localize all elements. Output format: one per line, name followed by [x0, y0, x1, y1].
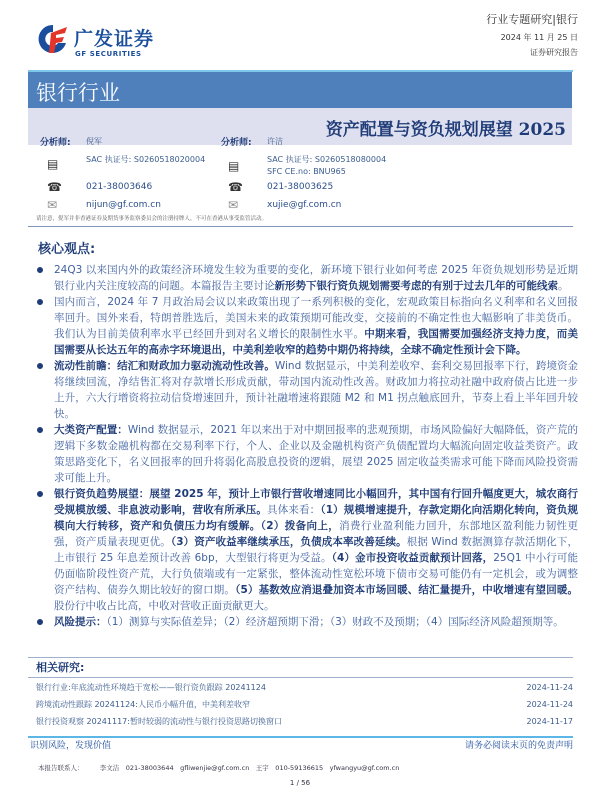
title-banner — [28, 108, 572, 145]
bullet-text: 国内而言，2024 年 7 月政治局会议以来政策出现了一系列积极的变化，宏观政策目标指向名义利率和名义回报率回升。国外来看，特朗普胜选后，美国未来的政策预期可能改变，交接前的不确定性也大幅影响了非美货币。我们认为目前美债利率水平已经回升到对名义增长的限制性水平。 — [54, 296, 578, 340]
bullet-emphasis: 风险提示： — [54, 616, 107, 628]
analyst-sac: SAC 执证号: S0260518020004 — [86, 155, 206, 164]
bullet-item — [28, 262, 578, 294]
bullet-emphasis: （4）金市投资收益贡献预计回落， — [331, 552, 494, 564]
report-contacts: 本报告联系人： 李文洁 021-38003644 gfliwenjie@gf.com.cn 王宇 010-59136615 yfwangyu@gf.com.cn — [38, 764, 400, 772]
analyst-phone: 021-38003646 — [86, 182, 153, 192]
bullet-emphasis: （1）规模增速提升，存款定期化向活期化转向，资负规模向大行转移，资产和负债压力均有缓解。（2）拨备向上， — [54, 504, 579, 532]
related-research-heading: 相关研究: — [36, 661, 85, 674]
industry-banner — [28, 72, 572, 108]
related-item[interactable] — [36, 699, 573, 710]
related-title[interactable]: 银行行业:年底流动性环境趋于宽松——银行资负跟踪 20241124 — [36, 683, 266, 692]
email-icon: ✉ — [47, 198, 58, 212]
analyst-email[interactable]: nijun@gf.com.cn — [86, 200, 161, 210]
bullet-item — [28, 358, 578, 422]
bullet-text: Wind 数据显示，中美利差收窄、套利交易回报率下行，跨境资金将继续回流，净结售汇将对存款增长形成贡献，带动国内流动性改善。财政加力将拉动社融中政府债占比进一步上升，六大行增资将拉动信贷增速回升，预计社融增速将跟随 M2 和 M1 拐点触底回升，节奏上看上半年回升较快。 — [54, 360, 578, 420]
related-item[interactable] — [36, 716, 573, 727]
bullet-text: Wind 数据显示，2021 年以来出于对中期回报率的悲观预期，市场风险偏好大幅降低，资产荒的逻辑下多数金融机构都在交易利率下行，个人、企业以及金融机构资产负债配置均大幅流向固定收益类资产。政策思路变化下，名义回报率的回升将弱化高股息投资的逻辑，展望 2025 固定收益类需求可能下降而风险投资需求可能上升。 — [54, 424, 578, 484]
bullet-emphasis: 银行资负趋势展望：展望 2025 年，预计上市银行营收增速同比小幅回升，其中国有行回升幅度更大，城农商行受规模放缓、非息波动影响，营收有所承压。 — [54, 488, 578, 516]
bullet-item — [28, 486, 578, 614]
phone-icon: ☎ — [228, 180, 243, 194]
report-date: 2024 年 11 月 25 日 — [500, 33, 578, 42]
analyst-email[interactable]: xujie@gf.com.cn — [267, 200, 342, 210]
bullet-text: 。 — [558, 280, 569, 292]
related-date: 2024-11-24 — [526, 700, 573, 709]
related-date: 2024-11-17 — [526, 717, 573, 726]
bullet-text: 24Q3 以来国内外的政策经济环境发生较为重要的变化，新环境下银行业如何考虑 2025 年资负规划形势是近期银行业内关注度较高的问题。本篇报告主要讨论 — [54, 264, 578, 292]
bullet-item — [28, 294, 578, 358]
analyst-sfc: SFC CE.no: BNU965 — [267, 167, 346, 176]
related-divider-top — [28, 657, 573, 658]
analyst-name: 许洁 — [267, 137, 283, 146]
core-views-list — [28, 262, 578, 630]
bullet-text: 消费行业盈利能力回升，东部地区盈利能力韧性更强，资产质量表现更优。 — [54, 520, 579, 548]
logo-text-en: GF SECURITIES — [75, 50, 142, 58]
analyst-name: 倪军 — [86, 137, 102, 146]
bullet-text: 股份行中收占比高，中收对营收正面贡献更大。 — [54, 600, 275, 612]
logo-text-cn: 广发证券 — [74, 28, 155, 50]
certificate-icon: ▤ — [47, 157, 59, 171]
related-divider-bottom — [28, 677, 573, 678]
bullet-text: 根据 Wind 数据测算存款活期化下，上市银行 25 年息差预计改善 6bp，大型银行将更为受益。 — [54, 536, 578, 564]
bullet-item — [28, 614, 578, 630]
bullet-text: 具体来看： — [267, 504, 321, 516]
report-title: 资产配置与资负规划展望 2025 — [325, 120, 566, 140]
certificate-icon: ▤ — [228, 159, 240, 173]
footer-divider — [28, 736, 573, 738]
logo-mark-icon — [38, 23, 68, 55]
bullet-emphasis: 流动性前瞻：结汇和财政加力驱动流动性改善。 — [54, 360, 275, 372]
bullet-emphasis: 大类资产配置： — [54, 424, 128, 436]
analyst-label: 分析师: — [40, 138, 71, 148]
page-number: 1 / 56 — [289, 779, 311, 787]
footer-disclaimer-notice[interactable]: 请务必阅读末页的免责声明 — [464, 741, 573, 751]
bullet-emphasis: 中期来看，我国需要加强经济支持力度，而美国需要从长达五年的高赤字环境退出，中美利差收窄的趋势中期仍将持续，全球不确定性预计会下降。 — [54, 328, 579, 356]
bullet-text: （1）测算与实际值差异；（2）经济超预期下滑；（3）财政不及预期；（4）国际经济风险超预期等。 — [106, 616, 564, 628]
bullet-item — [28, 422, 578, 486]
core-views-heading: 核心观点: — [38, 242, 96, 257]
analyst-phone: 021-38003625 — [267, 182, 334, 192]
bullet-text: 25Q1 中小行可能仍面临阶段性资产荒，大行负债端或有一定紧张，整体流动性宽松环境下债市交易可能仍有一定机会，或为调整资产结构、债券久期比较好的窗口期。 — [54, 552, 578, 596]
related-item[interactable] — [36, 682, 573, 693]
footer-slogan: 识别风险，发现价值 — [30, 741, 112, 751]
report-type: 证券研究报告 — [530, 48, 578, 57]
industry-name: 银行行业 — [36, 81, 120, 105]
email-icon: ✉ — [228, 198, 239, 212]
phone-icon: ☎ — [47, 180, 62, 194]
bullet-emphasis: （3）资产收益率继续承压，负债成本率改善延续。 — [170, 536, 407, 548]
analyst-sac: SAC 执证号: S0260518080004 — [267, 155, 387, 164]
report-category: 行业专题研究|银行 — [486, 13, 578, 26]
related-title[interactable]: 跨境流动性跟踪 20241124:人民币小幅升值，中美利差收窄 — [36, 700, 250, 709]
analyst-label: 分析师: — [221, 138, 252, 148]
bullet-emphasis: （5）基数效应消退叠加资本市场回暖、结汇量提升，中收增速有望回暖。 — [235, 584, 579, 596]
bullet-emphasis: 新形势下银行资负规划需要考虑的有别于过去几年的可能线索 — [274, 280, 558, 292]
related-title[interactable]: 银行投资观察 20241117:暂时较弱的流动性与银行投资思路切换窗口 — [36, 717, 282, 726]
related-date: 2024-11-24 — [526, 683, 573, 692]
gf-securities-logo — [38, 20, 168, 62]
analyst-disclaimer: 请注意，倪军并非香港证券及期货事务监察委员会的注册持牌人，不可在香港从事受监管活动。 — [36, 216, 268, 222]
section-divider — [28, 226, 573, 227]
